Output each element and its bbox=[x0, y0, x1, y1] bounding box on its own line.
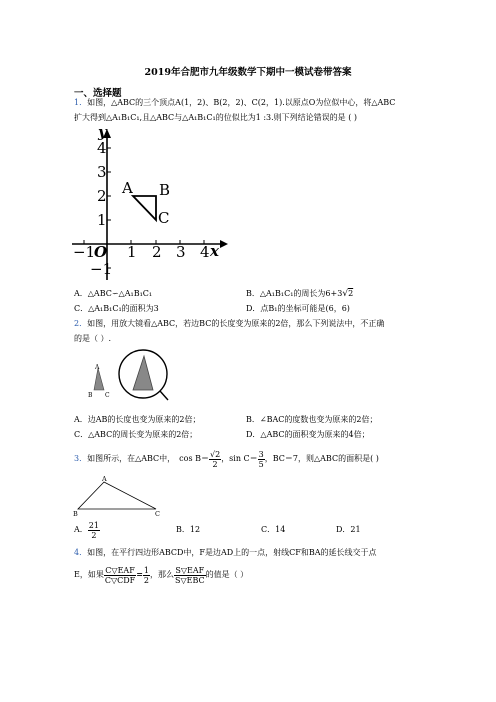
q1-line-2: 扩大得到△A₁B₁C₁,且△ABC与△A₁B₁C₁的位似比为1 :3.则下列结论错误的是 ( ) bbox=[74, 113, 358, 122]
area-ratio-fraction: $\frac{\text{S▽EAF}}{\text{S▽EBC}}$ bbox=[175, 565, 205, 585]
q4-number: 4． bbox=[74, 548, 88, 557]
y-tick-label: 2 bbox=[97, 187, 107, 205]
x-tick-label: 2 bbox=[152, 243, 162, 261]
small-label-c: C bbox=[105, 392, 110, 399]
q4-line-1: 4．如图，在平行四边形ABCD中，F是边AD上的一点，射线CF和BA的延长线交于点 bbox=[74, 548, 377, 557]
y-tick-label: 3 bbox=[97, 163, 107, 181]
x-tick-label: 1 bbox=[127, 243, 137, 261]
magnified-triangle bbox=[133, 356, 153, 390]
x-tick-label: 4 bbox=[200, 243, 210, 261]
triangle-abc bbox=[78, 482, 156, 509]
q1-number: 1． bbox=[74, 98, 88, 107]
y-tick-label: 4 bbox=[97, 139, 107, 157]
magnifier-handle bbox=[160, 391, 168, 400]
x-tick-label: 3 bbox=[176, 243, 186, 261]
q3-line-1: 3．如图所示，在△ABC中， cos B＝ $\frac{√2}{2}$ ，sin C＝ $\frac{3}{5}$ ，BC＝7，则△ABC的面积是( ) bbox=[74, 449, 379, 469]
q2-option-b: B．∠BAC的度数也变为原来的2倍； bbox=[246, 415, 378, 424]
small-triangle bbox=[94, 368, 104, 390]
q2-option-d: D．△ABC的面积变为原来的4倍； bbox=[246, 430, 370, 439]
q2-magnifier-figure bbox=[86, 348, 186, 408]
sin-c-fraction: $\frac{3}{5}$ bbox=[258, 449, 264, 469]
q2-option-a: A．边AB的长度也变为原来的2倍； bbox=[74, 415, 201, 424]
vertex-label-b: B bbox=[73, 510, 78, 517]
q1-coordinate-graph bbox=[70, 126, 230, 286]
q1-option-b: B．△A₁B₁C₁的周长为6+3√2 bbox=[246, 289, 354, 299]
q4-line-2: E，如果 $\frac{\text{C▽EAF}}{\text{C▽CDF}}$ = $\frac{1}{2}$ ，那么 $\frac{\text{S▽EAF}}{\text{S▽EBC}}$ 的值是（ ） bbox=[74, 565, 249, 585]
half-fraction: $\frac{1}{2}$ bbox=[143, 565, 149, 585]
y-axis-label: y bbox=[98, 126, 107, 141]
q3-option-d: D．21 bbox=[336, 525, 361, 534]
vertex-label-a: A bbox=[102, 475, 107, 483]
q1-option-a: A．△ABC∽△A₁B₁C₁ bbox=[74, 289, 153, 298]
x-tick-label: −1 bbox=[73, 243, 96, 261]
q2-number: 2． bbox=[74, 319, 88, 328]
q1-line-1: 1．如图，△ABC的三个顶点A(1，2)、B(2，2)、C(2，1).以原点O为位似中心，将△ABC bbox=[74, 98, 396, 107]
cos-b-fraction: $\frac{√2}{2}$ bbox=[210, 449, 221, 469]
point-label-a: A bbox=[122, 179, 133, 197]
option-a-fraction: $\frac{21}{2}$ bbox=[88, 520, 99, 540]
q1-option-d: D．点B₁的坐标可能是(6，6) bbox=[246, 304, 350, 313]
small-label-a: A bbox=[95, 364, 100, 371]
q3-option-a: A． $\frac{21}{2}$ bbox=[74, 520, 99, 540]
page-title: 2019年合肥市九年级数学下期中一模试卷带答案 bbox=[144, 67, 352, 78]
perimeter-ratio-fraction: $\frac{\text{C▽EAF}}{\text{C▽CDF}}$ bbox=[104, 565, 136, 585]
sqrt-icon: √ bbox=[342, 289, 349, 299]
point-label-b: B bbox=[159, 181, 171, 199]
q3-number: 3． bbox=[74, 454, 88, 463]
origin-label: O bbox=[94, 243, 108, 261]
y-tick-label: −1 bbox=[90, 260, 113, 278]
x-axis-arrow bbox=[220, 240, 228, 248]
q3-triangle-figure bbox=[72, 473, 162, 517]
y-tick-label: 1 bbox=[97, 211, 107, 229]
q2-option-c: C．△ABC的周长变为原来的2倍； bbox=[74, 430, 198, 439]
q2-line-1: 2．如图，用放大镜看△ABC，若边BC的长度变为原来的2倍，那么下列说法中，不正确 bbox=[74, 319, 385, 328]
small-label-b: B bbox=[88, 392, 93, 399]
x-axis-label: x bbox=[210, 242, 219, 260]
q2-line-2: 的是（ ）. bbox=[74, 334, 112, 343]
vertex-label-c: C bbox=[155, 510, 160, 517]
q1-option-c: C．△A₁B₁C₁的面积为3 bbox=[74, 304, 159, 313]
triangle-abc bbox=[133, 196, 156, 220]
q3-option-c: C．14 bbox=[261, 525, 286, 534]
section-heading: 一、选择题 bbox=[74, 88, 122, 99]
point-label-c: C bbox=[158, 209, 170, 227]
q3-option-b: B．12 bbox=[176, 525, 201, 534]
